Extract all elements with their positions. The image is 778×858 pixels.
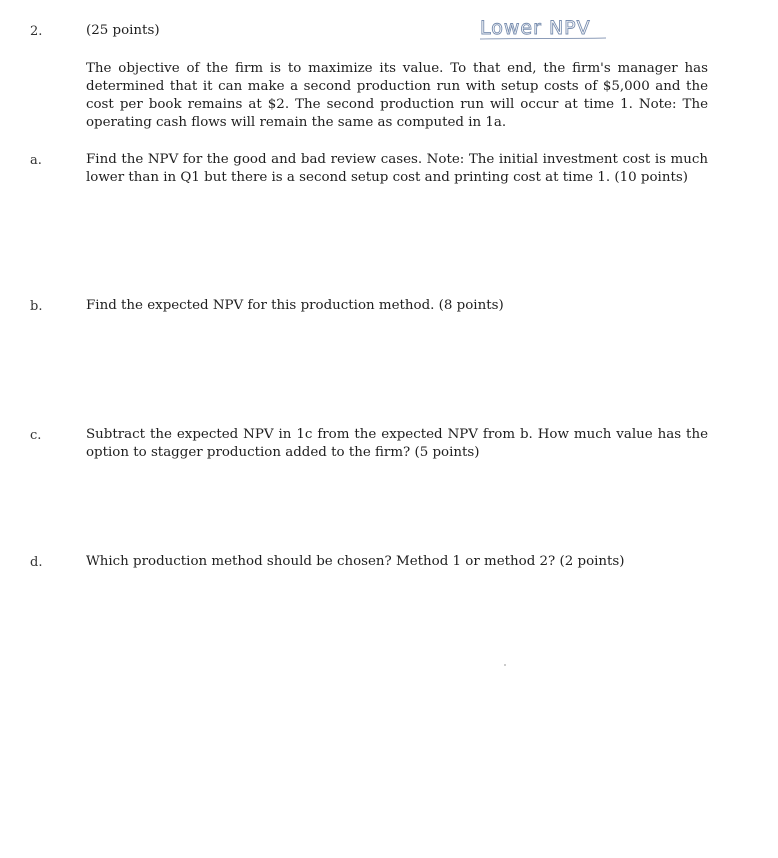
part-a-label: a.	[30, 153, 42, 168]
question-intro: The objective of the firm is to maximize its value. To that end, the firm's manager has determined that it can make a second production run with setup costs of $5,000 and the cost per book remains at $2. The second production run will occur at time 1. Note: The operating cash flows will remain the same as computed in 1a.	[86, 61, 708, 130]
scan-speck	[504, 664, 506, 666]
question-number: 2.	[30, 24, 43, 39]
question-points: (25 points)	[86, 23, 160, 38]
part-b-label: b.	[30, 299, 43, 314]
part-c-text: Subtract the expected NPV in 1c from the expected NPV from b. How much value has the option to stagger production added to the firm? (5 points)	[86, 427, 708, 460]
handwritten-annotation-drawing	[478, 10, 608, 44]
part-d-text: Which production method should be chosen? Method 1 or method 2? (2 points)	[86, 554, 625, 569]
handwritten-annotation-text: Lower NPV	[480, 17, 591, 39]
part-a-text: Find the NPV for the good and bad review cases. Note: The initial investment cost is much lower than in Q1 but there is a second setup cost and printing cost at time 1. (10 points)	[86, 152, 708, 185]
handwritten-annotation	[478, 10, 608, 44]
part-d-label: d.	[30, 555, 43, 570]
part-b-text: Find the expected NPV for this production method. (8 points)	[86, 298, 504, 313]
part-c-label: c.	[30, 428, 42, 443]
